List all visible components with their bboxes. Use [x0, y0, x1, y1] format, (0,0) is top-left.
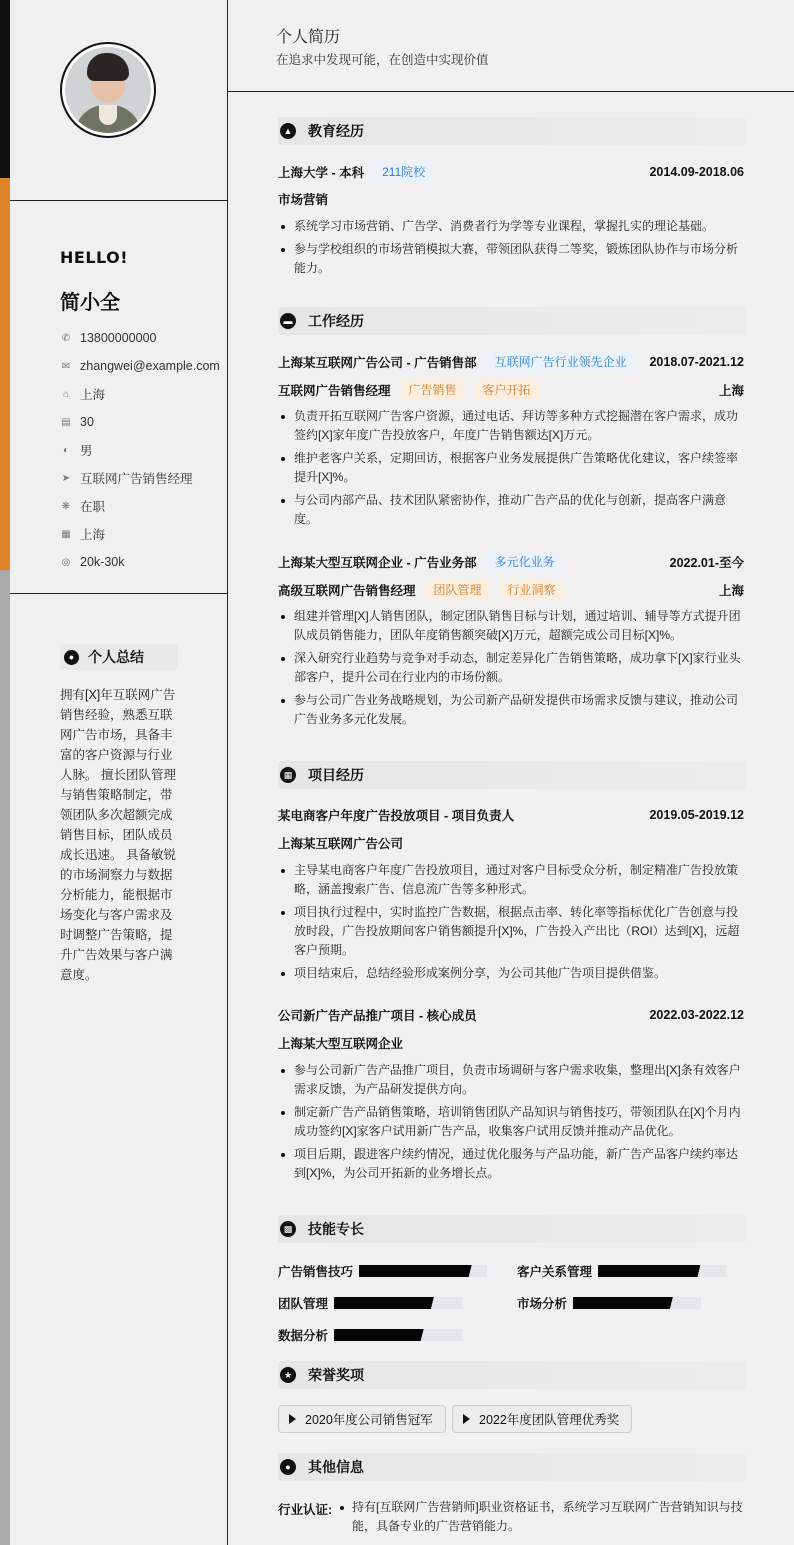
info-position: [60, 464, 225, 492]
list-item: 参与学校组织的市场营销模拟大赛，带领团队获得二等奖，锻炼团队协作与市场分析能力。: [278, 240, 744, 278]
job-1-skill-tag: 客户开拓: [475, 380, 539, 399]
award-text: 2022年度团队管理优秀奖: [479, 1413, 620, 1427]
skill-bar: [334, 1297, 462, 1309]
avatar: [60, 42, 156, 138]
project-1-date: 2019.05-2019.12: [649, 808, 744, 822]
skill-name: 广告销售技巧: [278, 1265, 354, 1279]
contact-info-list: [60, 324, 225, 576]
education-heading-text: 教育经历: [308, 123, 364, 139]
awards-heading-text: 荣誉奖项: [308, 1367, 364, 1383]
summary-text: 拥有[X]年互联网广告销售经验，熟悉互联网广告市场，具备丰富的客户资源与行业人脉。 擅长团队管理与销售策略制定，带领团队多次超额完成销售目标，团队成员成长迅速。 具备敏锐的市场洞察力与数据分析能力，能根据市场变化与客户需求及时调整广告策略，提升广告效果与客户满意度。: [60, 688, 176, 982]
list-item: 负责开拓互联网广告客户资源，通过电话、拜访等多种方式挖掘潜在客户需求，成功签约[X]家年度广告投放客户，年度广告销售额达[X]万元。: [278, 407, 744, 445]
info-phone: [60, 324, 225, 352]
skill-bar: [334, 1329, 462, 1341]
skill-fill: [598, 1265, 700, 1277]
job-1-bullets: [278, 407, 744, 533]
skill-fill: [359, 1265, 472, 1277]
award-badge: [278, 1405, 446, 1433]
list-item: 主导某电商客户年度广告投放项目，通过对客户目标受众分析，制定精准广告投放策略，涵盖搜索广告、信息流广告等多种形式。: [278, 861, 744, 899]
info-city-text: 上海: [80, 528, 106, 542]
info-salary: [60, 548, 225, 576]
info-status-text: 在职: [80, 500, 106, 514]
info-phone-text: 13800000000: [80, 331, 157, 345]
skills-heading-text: 技能专长: [308, 1221, 364, 1237]
education-school: 上海大学 - 本科: [278, 165, 365, 180]
grid-icon: ▦: [280, 767, 296, 783]
projects-heading-text: 项目经历: [308, 767, 364, 783]
project-2-org-row: [278, 1034, 744, 1052]
list-item: 与公司内部产品、技术团队紧密协作，推动广告产品的优化与创新，提高客户满意度。: [278, 491, 744, 529]
project-2-date: 2022.03-2022.12: [649, 1008, 744, 1022]
job-2-company: 上海某大型互联网企业 - 广告业务部: [278, 555, 477, 570]
project-2-bullets: [278, 1061, 744, 1187]
info-email-text: zhangwei@example.com: [80, 359, 220, 373]
cake-icon: ▤: [61, 416, 71, 428]
profile-name: 简小全: [60, 292, 120, 314]
home-icon: ⌂: [62, 388, 70, 400]
strip-black: [0, 0, 10, 178]
status-icon: ❋: [61, 500, 71, 512]
skills-heading: [278, 1215, 746, 1243]
skill-name: 团队管理: [278, 1297, 329, 1311]
skill-bar: [359, 1265, 487, 1277]
skill-item: [517, 1262, 726, 1280]
skill-item: [278, 1294, 462, 1312]
work-heading-text: 工作经历: [308, 313, 364, 329]
skill-bar: [598, 1265, 726, 1277]
page-header: [228, 0, 794, 92]
summary-heading: [60, 644, 178, 670]
list-item: 深入研究行业趋势与竞争对手动态，制定差异化广告销售策略，成功拿下[X]家行业头部客户，提升公司在行业内的市场份额。: [278, 649, 744, 687]
job-2-bullets: [278, 607, 744, 733]
skill-item: [517, 1294, 701, 1312]
education-bullets: [278, 217, 744, 282]
list-item: 系统学习市场营销、广告学、消费者行为学等专业课程，掌握扎实的理论基础。: [278, 217, 744, 236]
phone-icon: ✆: [61, 332, 71, 344]
avatar-shirt: [99, 105, 117, 125]
job-2-skill-tag: 行业洞察: [500, 580, 564, 599]
job-2-row: [278, 552, 744, 571]
job-1-date: 2018.07-2021.12: [649, 354, 744, 369]
mail-icon: ✉: [61, 360, 71, 372]
sidebar: [0, 0, 228, 1545]
info-gender: [60, 436, 225, 464]
list-item: 制定新广告产品销售策略，培训销售团队产品知识与销售技巧，带领团队在[X]个月内成功签约[X]家客户试用新广告产品，收集客户试用反馈并推动产品优化。: [278, 1103, 744, 1141]
avatar-hair: [87, 53, 129, 81]
award-text: 2020年度公司销售冠军: [305, 1413, 433, 1427]
education-date: 2014.09-2018.06: [649, 164, 744, 179]
list-item: 维护老客户关系，定期回访，根据客户业务发展提供广告策略优化建议，客户续签率提升[X]%。: [278, 449, 744, 487]
project-1-row: [278, 806, 744, 824]
projects-heading: [278, 761, 746, 789]
play-icon: [463, 1414, 470, 1424]
job-1-city: 上海: [718, 383, 744, 398]
bar-chart-icon: ▩: [280, 1221, 296, 1237]
sidebar-divider: [10, 200, 228, 201]
graduation-cap-icon: ▲: [280, 123, 296, 139]
job-1-tag: 互联网广告行业领先企业: [487, 352, 635, 371]
strip-grey: [0, 570, 10, 1545]
skill-item: [278, 1262, 487, 1280]
skill-name: 数据分析: [278, 1329, 329, 1343]
list-item: 参与公司新广告产品推广项目，负责市场调研与客户需求收集，整理出[X]条有效客户需求反馈，为产品研发提供方向。: [278, 1061, 744, 1099]
project-2-org: 上海某大型互联网企业: [278, 1037, 404, 1051]
salary-icon: ◎: [61, 556, 71, 568]
skill-fill: [334, 1329, 424, 1341]
info-position-text: 互联网广告销售经理: [80, 472, 193, 486]
skill-fill: [573, 1297, 673, 1309]
project-2-name: 公司新广告产品推广项目 - 核心成员: [278, 1009, 477, 1023]
info-age: [60, 408, 225, 436]
avatar-photo: [65, 47, 151, 133]
info-city: [60, 520, 225, 548]
job-1-role: 互联网广告销售经理: [278, 383, 391, 398]
side-color-strip: [0, 0, 10, 1545]
list-item: 项目结束后，总结经验形成案例分享，为公司其他广告项目提供借鉴。: [278, 964, 744, 983]
skill-item: [278, 1326, 462, 1344]
project-1-bullets: [278, 861, 744, 987]
other-heading: [278, 1453, 746, 1481]
award-badge: [452, 1405, 632, 1433]
skill-name: 客户关系管理: [517, 1265, 593, 1279]
people-icon: ●: [280, 1459, 296, 1475]
play-icon: [289, 1414, 296, 1424]
info-location-text: 上海: [80, 388, 106, 402]
job-2-skill-tag: 团队管理: [426, 580, 490, 599]
list-item: 项目后期，跟进客户续约情况，通过优化服务与产品功能，新广告产品客户续约率达到[X]%，为公司开拓新的业务增长点。: [278, 1145, 744, 1183]
other-heading-text: 其他信息: [308, 1459, 364, 1475]
project-1-name: 某电商客户年度广告投放项目 - 项目负责人: [278, 809, 515, 823]
skill-fill: [334, 1297, 434, 1309]
building-icon: ▦: [61, 528, 71, 540]
strip-orange: [0, 178, 10, 570]
info-age-text: 30: [80, 415, 94, 429]
work-heading: [278, 307, 746, 335]
info-gender-text: 男: [80, 444, 93, 458]
education-heading: [278, 117, 746, 145]
education-tag: 211院校: [374, 162, 433, 181]
job-2-date: 2022.01-至今: [669, 555, 744, 570]
list-item: 项目执行过程中，实时监控广告数据，根据点击率、转化率等指标优化广告创意与投放时段，广告投放期间客户销售额提升[X]%，广告投入产出比（ROI）达到[X]，远超客户预期。: [278, 903, 744, 960]
summary-heading-text: 个人总结: [88, 649, 144, 665]
info-salary-text: 20k-30k: [80, 555, 125, 569]
job-1-company: 上海某互联网广告公司 - 广告销售部: [278, 355, 477, 370]
job-2-role-row: [278, 580, 744, 599]
list-item: 组建并管理[X]人销售团队，制定团队销售目标与计划，通过培训、辅导等方式提升团队成员销售能力，团队年度销售额突破[X]万元，超额完成公司目标[X]%。: [278, 607, 744, 645]
project-1-org-row: [278, 834, 744, 852]
info-status: [60, 492, 225, 520]
user-icon: ●: [64, 650, 79, 665]
education-major: 市场营销: [278, 193, 329, 207]
job-2-city: 上海: [718, 583, 744, 598]
briefcase-icon: ▬: [280, 313, 296, 329]
sidebar-divider: [10, 593, 228, 594]
awards-heading: [278, 1361, 746, 1389]
list-item: 参与公司广告业务战略规划，为公司新产品研发提供市场需求反馈与建议，推动公司广告业务多元化发展。: [278, 691, 744, 729]
job-2-tag: 多元化业务: [487, 552, 563, 571]
education-major-row: [278, 190, 744, 208]
project-1-org: 上海某互联网广告公司: [278, 837, 404, 851]
skill-name: 市场分析: [517, 1297, 568, 1311]
skill-bar: [573, 1297, 701, 1309]
education-row: [278, 162, 744, 181]
page-title: 个人简历: [276, 29, 341, 46]
project-2-row: [278, 1006, 744, 1024]
certification-label: 行业认证:: [278, 1503, 333, 1517]
job-1-row: [278, 352, 744, 371]
page-subtitle: 在追求中发现可能，在创造中实现价值: [276, 53, 489, 67]
job-1-skill-tag: 广告销售: [401, 380, 465, 399]
job-1-role-row: [278, 380, 744, 399]
hello-text: HELLO!: [60, 248, 129, 267]
plane-icon: ➤: [61, 472, 71, 484]
job-2-role: 高级互联网广告销售经理: [278, 583, 416, 598]
info-location: [60, 380, 225, 408]
trophy-icon: ★: [280, 1367, 296, 1383]
gender-icon: ◐: [62, 444, 70, 456]
info-email: [60, 352, 225, 380]
certification-text: 持有[互联网广告营销师]职业资格证书，系统学习互联网广告营销知识与技能，具备专业的广告营销能力。: [338, 1498, 744, 1536]
